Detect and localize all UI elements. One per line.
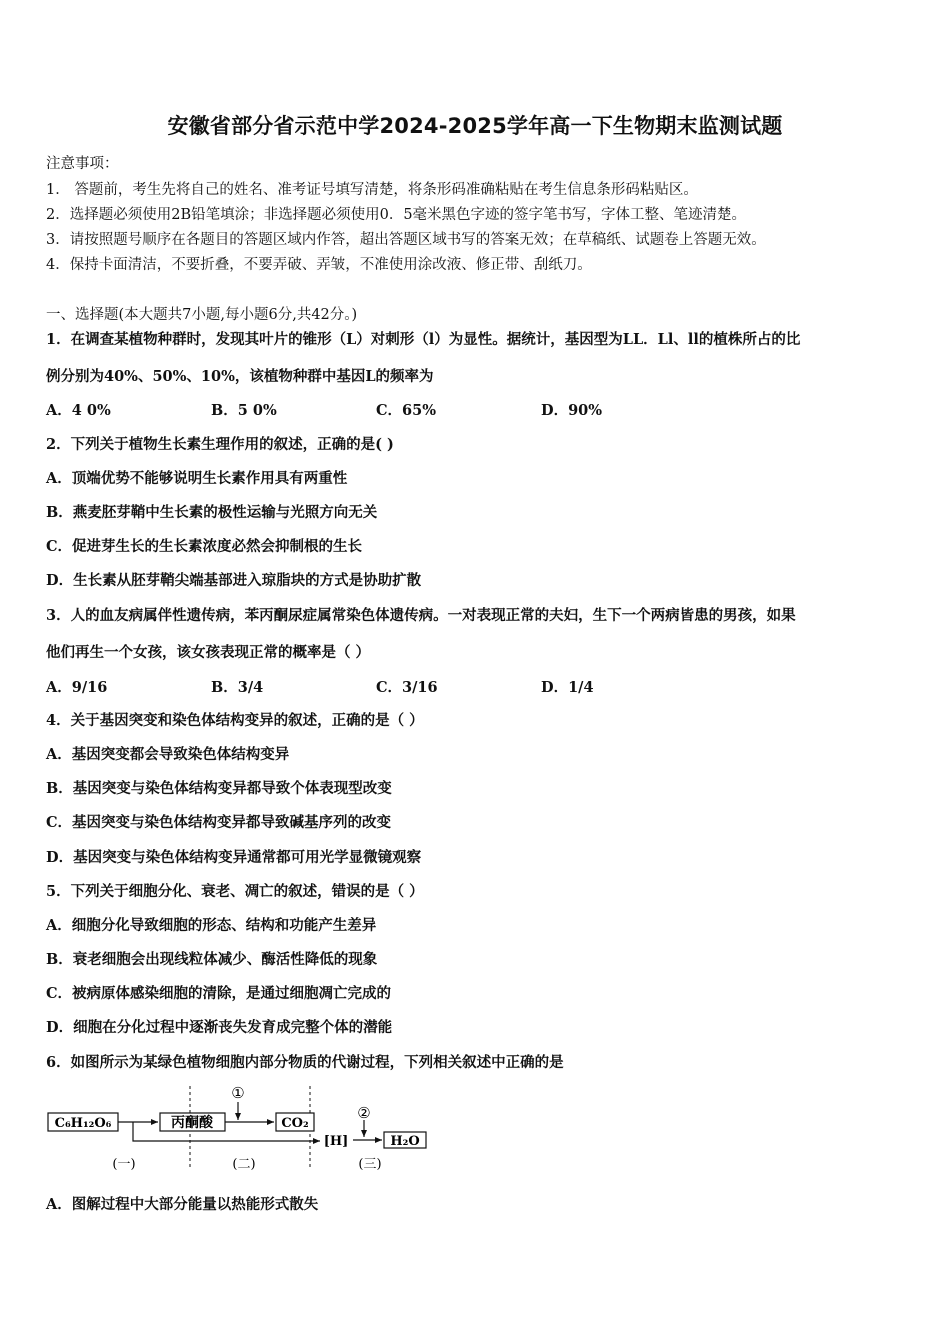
notice-item: 1． 答题前，考生先将自己的姓名、准考证号填写清楚，将条形码准确粘贴在考生信息条形码粘贴区。 [46,182,698,198]
question-2-option-b: B．燕麦胚芽鞘中生长素的极性运输与光照方向无关 [46,504,378,521]
step-1-label: ① [231,1084,245,1102]
question-6-option-a: A．图解过程中大部分能量以热能形式散失 [46,1196,319,1213]
question-2-option-d: D．生长素从胚芽鞘尖端基部进入琼脂块的方式是协助扩散 [46,572,422,589]
page-title: 安徽省部分省示范中学2024-2025学年高一下生物期末监测试题 [167,114,783,138]
question-5-stem: 5．下列关于细胞分化、衰老、凋亡的叙述，错误的是（ ） [46,883,424,900]
question-1-option-a: A．4 0% [46,402,111,419]
question-1-stem: 1．在调查某植物种群时，发现其叶片的锥形（L）对刺形（l）为显性。据统计，基因型为LL．Ll、ll的植株所占的比 [46,331,801,348]
question-5-option-c: C．被病原体感染细胞的清除，是通过细胞凋亡完成的 [46,985,392,1002]
question-3-option-c: C．3/16 [376,679,438,696]
question-2-stem: 2．下列关于植物生长素生理作用的叙述，正确的是( ) [46,436,394,453]
question-5-option-b: B．衰老细胞会出现线粒体减少、酶活性降低的现象 [46,951,378,968]
co2-label: CO₂ [281,1116,309,1131]
question-3-option-b: B．3/4 [211,679,264,696]
notice-heading: 注意事项： [46,156,119,172]
question-3-stem-cont: 他们再生一个女孩，该女孩表现正常的概率是（ ） [46,644,371,661]
question-5-option-a: A．细胞分化导致细胞的形态、结构和功能产生差异 [46,917,377,934]
question-5-option-d: D．细胞在分化过程中逐渐丧失发育成完整个体的潜能 [46,1019,393,1036]
notice-item: 3．请按照题号顺序在各题目的答题区域内作答，超出答题区域书写的答案无效；在草稿纸、试题卷上答题无效。 [46,232,766,248]
question-1-option-c: C．65% [376,402,436,419]
question-3-option-a: A．9/16 [46,679,108,696]
question-2-option-a: A．顶端优势不能够说明生长素作用具有两重性 [46,470,348,487]
water-label: H₂O [390,1134,420,1149]
stage-3-label: (三) [358,1157,382,1172]
step-2-label: ② [357,1104,371,1122]
question-4-option-a: A．基因突变都会导致染色体结构变异 [46,746,290,763]
question-2-option-c: C．促进芽生长的生长素浓度必然会抑制根的生长 [46,538,363,555]
question-6-stem: 6．如图所示为某绿色植物细胞内部分物质的代谢过程，下列相关叙述中正确的是 [46,1054,564,1071]
question-1-option-b: B．5 0% [211,402,277,419]
question-4-option-c: C．基因突变与染色体结构变异都导致碱基序列的改变 [46,814,392,831]
notice-item: 2．选择题必须使用2B铅笔填涂；非选择题必须使用0．5毫米黑色字迹的签字笔书写，字体工整、笔迹清楚。 [46,207,747,223]
question-3-option-d: D．1/4 [541,679,594,696]
pyruvate-label: 丙酮酸 [171,1115,213,1131]
glucose-label: C₆H₁₂O₆ [54,1116,112,1131]
question-4-stem: 4．关于基因突变和染色体结构变异的叙述，正确的是（ ） [46,712,424,729]
question-4-option-d: D．基因突变与染色体结构变异通常都可用光学显微镜观察 [46,849,422,866]
notice-item: 4．保持卡面清洁，不要折叠，不要弄破、弄皱，不准使用涂改液、修正带、刮纸刀。 [46,257,592,273]
stage-2-label: (二) [232,1157,256,1172]
h-label: [H] [323,1134,349,1149]
stage-1-label: (一) [112,1157,136,1172]
section-heading: 一、选择题(本大题共7小题,每小题6分,共42分。) [46,307,358,323]
question-3-stem: 3．人的血友病属伴性遗传病，苯丙酮尿症属常染色体遗传病。一对表现正常的夫妇，生下一个两病皆患的男孩，如果 [46,607,796,624]
question-1-option-d: D．90% [541,402,603,419]
question-4-option-b: B．基因突变与染色体结构变异都导致个体表现型改变 [46,780,392,797]
question-1-stem-cont: 例分别为40%、50%、10%，该植物种群中基因L的频率为 [46,368,434,385]
metabolism-diagram [40,1080,440,1180]
